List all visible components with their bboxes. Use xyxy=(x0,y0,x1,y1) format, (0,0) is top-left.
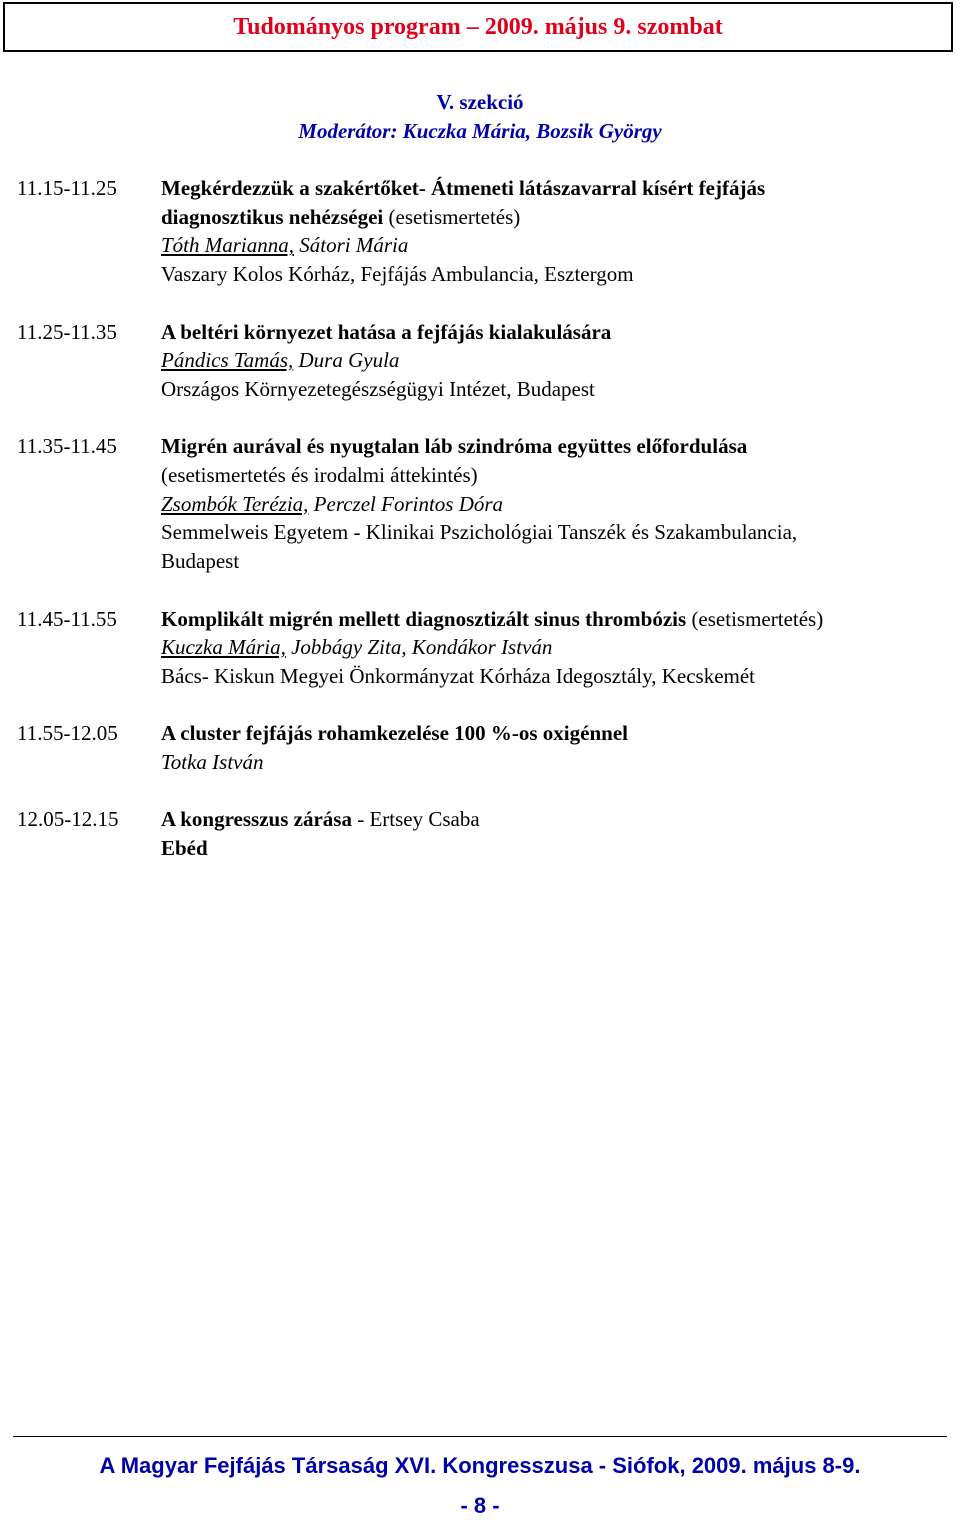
program-entry xyxy=(17,432,947,576)
entry-presenting-author: Zsombók Terézia, xyxy=(161,491,309,516)
entry-title-line xyxy=(161,605,947,634)
entry-title: Megkérdezzük a szakértőket- Átmeneti látászavarral kísért fejfájás xyxy=(161,176,766,200)
program-entry xyxy=(17,174,947,289)
entry-authors: Totka István xyxy=(161,750,264,774)
entry-title: A kongresszus zárása xyxy=(161,807,352,832)
entry-content xyxy=(161,719,947,776)
program-entry xyxy=(17,318,947,404)
entry-coauthors: Perczel Forintos Dóra xyxy=(308,491,504,516)
entry-presenting-author: Pándics Tamás, xyxy=(161,348,294,373)
entry-coauthors: Jobbágy Zita, Kondákor István xyxy=(285,635,553,660)
section-moderator: Moderátor: Kuczka Mária, Bozsik György xyxy=(298,119,662,143)
entry-authors xyxy=(161,231,947,260)
program-list xyxy=(17,174,947,891)
entry-content xyxy=(161,805,947,862)
footer-divider xyxy=(13,1436,947,1437)
entry-presenting-author: Tóth Marianna, xyxy=(161,233,295,258)
entry-speaker: - Ertsey Csaba xyxy=(351,807,480,832)
section-title: V. szekció xyxy=(436,90,524,114)
entry-institution-city: Budapest xyxy=(161,549,240,574)
entry-title: A cluster fejfájás rohamkezelése 100 %-os oxigénnel xyxy=(161,721,628,746)
header-box xyxy=(3,2,953,52)
entry-title: Komplikált migrén mellett diagnosztizált sinus thrombózis xyxy=(161,606,687,631)
entry-institution: Semmelweis Egyetem - Klinikai Pszichológiai Tanszék és Szakambulancia, xyxy=(161,520,798,545)
entry-title: A beltéri környezet hatása a fejfájás kialakulására xyxy=(161,319,612,344)
entry-presenting-author: Kuczka Mária, xyxy=(161,635,286,660)
entry-subtitle: (esetismertetés és irodalmi áttekintés) xyxy=(161,463,478,487)
page-header-title: Tudományos program – 2009. május 9. szombat xyxy=(233,13,723,40)
entry-title-note: (esetismertetés) xyxy=(686,606,824,631)
entry-coauthors: Sátori Mária xyxy=(294,233,409,258)
entry-title-continued xyxy=(161,203,947,232)
entry-content xyxy=(161,605,947,691)
entry-time: 11.15-11.25 xyxy=(17,176,117,200)
entry-authors xyxy=(161,633,947,662)
page-number: - 8 - xyxy=(460,1493,500,1518)
entry-institution: Vaszary Kolos Kórház, Fejfájás Ambulancia, Esztergom xyxy=(161,262,634,287)
program-entry xyxy=(17,719,947,776)
entry-content xyxy=(161,318,947,404)
entry-time: 12.05-12.15 xyxy=(17,807,119,832)
entry-time: 11.45-11.55 xyxy=(17,606,117,631)
entry-title-line xyxy=(161,805,947,834)
entry-content xyxy=(161,174,947,289)
entry-title: Migrén aurával és nyugtalan láb szindróma együttes előfordulása xyxy=(161,434,748,459)
entry-time: 11.35-11.45 xyxy=(17,434,117,459)
entry-title-bold: diagnosztikus nehézségei xyxy=(161,204,384,229)
entry-time: 11.55-12.05 xyxy=(17,721,118,746)
entry-content xyxy=(161,432,947,576)
entry-institution: Bács- Kiskun Megyei Önkormányzat Kórháza Idegosztály, Kecskemét xyxy=(161,663,756,688)
entry-title-note: (esetismertetés) xyxy=(383,204,521,229)
entry-lunch: Ebéd xyxy=(161,836,208,861)
entry-authors xyxy=(161,346,947,375)
entry-time: 11.25-11.35 xyxy=(17,319,117,344)
entry-coauthors: Dura Gyula xyxy=(293,348,400,373)
program-entry xyxy=(17,605,947,691)
footer-text: A Magyar Fejfájás Társaság XVI. Kongresszusa - Siófok, 2009. május 8-9. xyxy=(99,1453,861,1478)
program-entry xyxy=(17,805,947,862)
entry-institution: Országos Környezetegészségügyi Intézet, Budapest xyxy=(161,376,595,401)
entry-authors xyxy=(161,490,947,519)
